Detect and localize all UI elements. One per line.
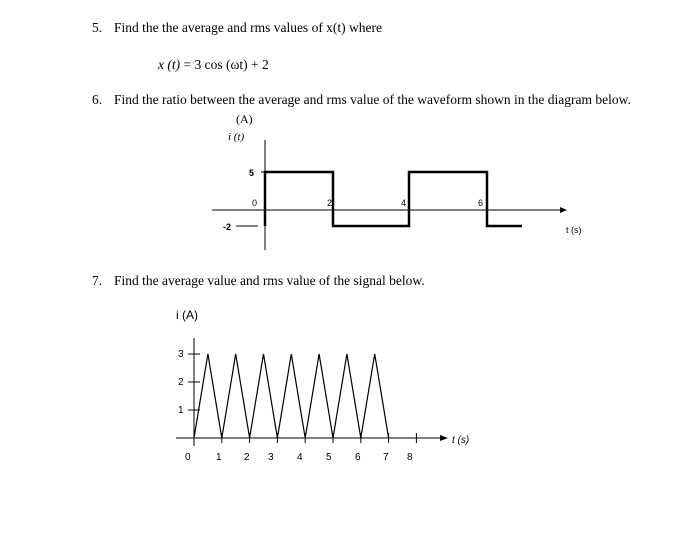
question-number: 6. bbox=[92, 92, 103, 107]
xtick-label-3: 3 bbox=[268, 452, 274, 463]
xtick-label-2: 2 bbox=[244, 452, 250, 463]
xtick-label-4: 4 bbox=[297, 452, 303, 463]
ytick-label-0: 0 bbox=[252, 198, 258, 208]
sawtooth-wave-series bbox=[194, 354, 389, 438]
xtick-label-6: 6 bbox=[478, 198, 484, 208]
ytick-label-1: 1 bbox=[178, 405, 184, 416]
equation-rhs: = 3 cos (ωt) + 2 bbox=[183, 57, 269, 72]
xtick-label-7: 7 bbox=[383, 452, 389, 463]
x-axis-label: t (s) bbox=[452, 435, 470, 446]
xtick-label-4: 4 bbox=[401, 198, 407, 208]
question-number: 5. bbox=[92, 20, 103, 35]
equation-lhs: x (t) bbox=[158, 57, 181, 72]
question-text: Find the ratio between the average and rms value of the waveform shown in the diagram below. bbox=[114, 92, 631, 107]
xtick-label-5: 5 bbox=[326, 452, 332, 463]
x-axis-label: t (s) bbox=[566, 225, 582, 235]
xtick-label-0: 0 bbox=[185, 452, 191, 463]
y-unit-label: (A) bbox=[236, 112, 253, 126]
ytick-label-minus-2: -2 bbox=[223, 222, 232, 232]
y-axis-label: i (t) bbox=[228, 131, 245, 143]
question-text: Find the the average and rms values of x(t) where bbox=[114, 20, 383, 35]
xtick-label-2: 2 bbox=[327, 198, 333, 208]
question-text: Find the average value and rms value of the signal below. bbox=[114, 273, 425, 288]
xtick-label-6: 6 bbox=[355, 452, 361, 463]
x-axis-arrow bbox=[440, 435, 448, 441]
question-number: 7. bbox=[92, 273, 103, 288]
xtick-label-8: 8 bbox=[407, 452, 413, 463]
xtick-label-1: 1 bbox=[216, 452, 222, 463]
ytick-label-5: 5 bbox=[249, 168, 255, 178]
ytick-label-2: 2 bbox=[178, 377, 184, 388]
ytick-label-3: 3 bbox=[178, 349, 184, 360]
y-axis-label: i (A) bbox=[176, 308, 198, 322]
